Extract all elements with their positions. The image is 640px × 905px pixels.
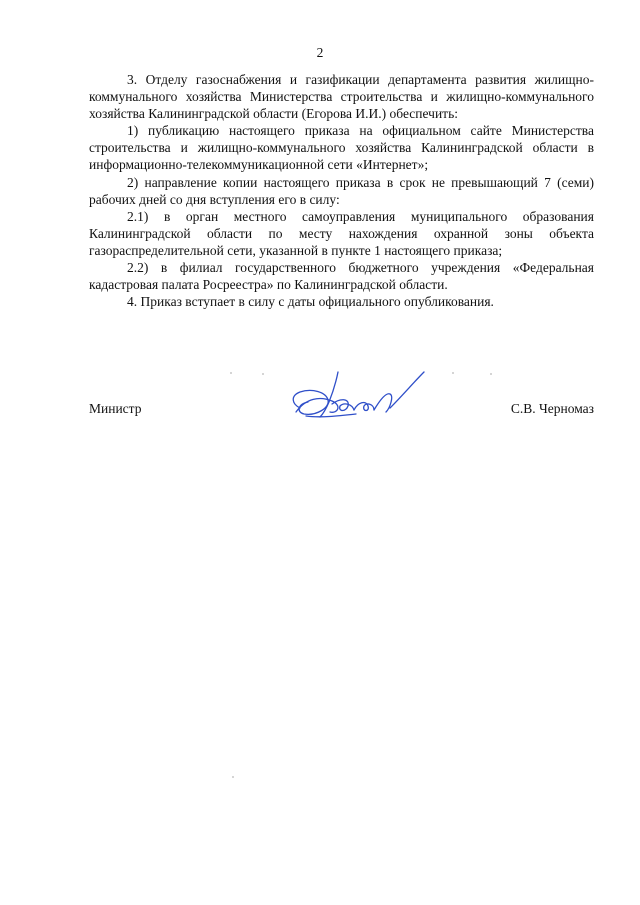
signer-name: С.В. Черномаз [510,401,594,416]
order-body [89,71,594,310]
page-number: 2 [316,45,324,60]
paragraph-item-4: 4. Приказ вступает в силу с даты официального опубликования. [127,294,494,310]
signer-title: Министр [89,401,142,416]
scan-speck [232,776,234,778]
paragraph-subitem-1: 1) публикацию настоящего приказа на официальном сайте Министерства строительства и жилищно-коммунального хозяйства Калининградской области в информационно-телекоммуникационной сети «Интернет»; [89,123,594,173]
scan-speck [262,373,264,375]
handwritten-signature [286,368,446,428]
paragraph-subitem-2-1: 2.1) в орган местного самоуправления муниципального образования Калининградской области по месту нахождения охранной зоны объекта газораспределительной сети, указанной в пункте 1 настоящего приказа; [89,208,594,258]
scan-speck [452,372,454,374]
scan-speck [490,373,492,375]
paragraph-subitem-2-2: 2.2) в филиал государственного бюджетного учреждения «Федеральная кадастровая палата Росреестра» по Калининградской области. [89,260,594,293]
paragraph-subitem-2: 2) направление копии настоящего приказа в срок не превышающий 7 (семи) рабочих дней со дня вступления его в силу: [89,174,594,207]
paragraph-item-3: 3. Отделу газоснабжения и газификации департамента развития жилищно-коммунального хозяйства Министерства строительства и жилищно-коммунального хозяйства Калининградской области (Егорова И.И.) обеспечить: [89,72,594,122]
scan-speck [230,372,232,374]
